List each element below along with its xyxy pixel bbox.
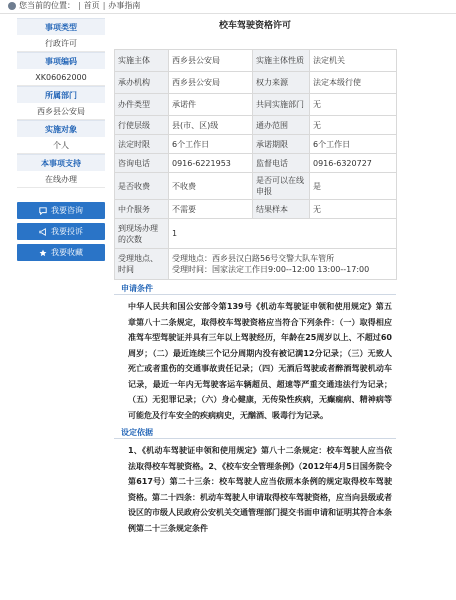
row-value: 无 [310, 94, 397, 116]
location-value: 受理地点：西乡县汉白路56号交警大队车管所 [172, 254, 335, 263]
sidebar-value-code: XK06062000 [17, 69, 105, 86]
sidebar-heading-type: 事项类型 [17, 18, 105, 35]
main-content [114, 18, 396, 536]
table-row [115, 200, 397, 219]
visits-label: 到现场办理的次数 [115, 219, 169, 249]
row-label: 是否收费 [115, 173, 169, 200]
row-value: 法定本级行使 [310, 72, 397, 94]
row-value: 0916-6320727 [310, 154, 397, 173]
row-value: 无 [310, 200, 397, 219]
row-label: 结果样本 [253, 200, 310, 219]
consult-button[interactable] [17, 202, 105, 219]
row-label: 中介服务 [115, 200, 169, 219]
conditions-heading: 申请条件 [114, 282, 396, 295]
row-label: 通办范围 [253, 116, 310, 135]
table-row [115, 173, 397, 200]
sidebar-value-department: 西乡县公安局 [17, 103, 105, 120]
row-value: 西乡县公安局 [169, 50, 253, 72]
row-value: 0916-6221953 [169, 154, 253, 173]
row-value: 西乡县公安局 [169, 72, 253, 94]
row-value: 6个工作日 [169, 135, 253, 154]
table-row [115, 72, 397, 94]
row-label: 承诺期限 [253, 135, 310, 154]
row-value: 法定机关 [310, 50, 397, 72]
row-label: 监督电话 [253, 154, 310, 173]
favorite-button-label: 我要收藏 [51, 248, 83, 257]
sidebar-heading-target: 实施对象 [17, 120, 105, 137]
complaint-button-label: 我要投诉 [51, 227, 83, 236]
top-divider [0, 13, 456, 14]
visits-value: 1 [169, 219, 397, 249]
page-title: 校车驾驶资格许可 [218, 21, 291, 31]
sidebar-heading-support: 本事项支持 [17, 154, 105, 171]
breadcrumb [8, 1, 140, 11]
basis-heading: 设定依据 [114, 426, 396, 439]
info-table [114, 49, 397, 280]
chat-icon [39, 207, 47, 215]
row-label: 共同实施部门 [253, 94, 310, 116]
basis-text: 1、《机动车驾驶证申领和使用规定》第八十二条规定：校车驾驶人应当依法取得校车驾驶资格。2、《校车安全管理条例》（2012年4月5日国务院令第617号）第二十三条：校车驾驶人应当依照本条例的规定取得校车驾驶资格。第二十四条：机动车驾驶人申请取得校车驾驶资格，应当向县级或者设区的市级人民政府公安机关交通管理部门提交书面申请和证明其符合本条例第二十三条规定条件 [128, 446, 392, 533]
breadcrumb-prefix: 您当前的位置： [19, 1, 75, 10]
consult-button-label: 我要咨询 [51, 206, 83, 215]
table-row [115, 219, 397, 249]
row-value: 6个工作日 [310, 135, 397, 154]
row-value: 不收费 [169, 173, 253, 200]
row-label: 承办机构 [115, 72, 169, 94]
sidebar-value-support: 在线办理 [17, 171, 105, 188]
row-label: 权力来源 [253, 72, 310, 94]
row-label: 办件类型 [115, 94, 169, 116]
sidebar [17, 18, 105, 261]
table-row [115, 94, 397, 116]
complaint-button[interactable] [17, 223, 105, 240]
location-label: 受理地点、时间 [115, 249, 169, 280]
breadcrumb-separator: | [102, 1, 106, 10]
star-icon [39, 249, 47, 257]
favorite-button[interactable] [17, 244, 105, 261]
sidebar-value-target: 个人 [17, 137, 105, 154]
table-row [115, 135, 397, 154]
conditions-text: 中华人民共和国公安部令第139号《机动车驾驶证申领和使用规定》第五章第八十二条规定，取得校车驾驶资格应当符合下列条件：（一）取得相应准驾车型驾驶证并具有三年以上驾驶经历，年龄在25周岁以上、不超过60周岁；（二）最近连续三个记分周期内没有被记满12分记录；（三）无致人死亡或者重伤的交通事故责任记录；（四）无酒后驾驶或者醉酒驾驶机动车记录，最近一年内无驾驶客运车辆超员、超速等严重交通违法行为记录；（五）无犯罪记录；（六）身心健康，无传染性疾病，无癫痫病、精神病等可能危及行车安全的疾病病史，无酗酒、吸毒行为记录。 [128, 302, 392, 420]
breadcrumb-current: 办事指南 [108, 1, 141, 10]
breadcrumb-separator: | [78, 1, 81, 10]
location-pin-icon [8, 2, 16, 10]
row-label: 咨询电话 [115, 154, 169, 173]
sidebar-value-type: 行政许可 [17, 35, 105, 52]
row-value: 不需要 [169, 200, 253, 219]
row-label: 实施主体性质 [253, 50, 310, 72]
megaphone-icon [39, 228, 47, 236]
breadcrumb-home-link[interactable]: 首页 [83, 1, 100, 10]
row-value: 县(市、区)级 [169, 116, 253, 135]
table-row [115, 116, 397, 135]
sidebar-heading-code: 事项编码 [17, 52, 105, 69]
row-value: 是 [310, 173, 397, 200]
row-label: 实施主体 [115, 50, 169, 72]
time-value: 受理时间：国家法定工作日9:00--12:00 13:00--17:00 [172, 265, 370, 274]
row-label: 是否可以在线申报 [253, 173, 310, 200]
row-label: 行使层级 [115, 116, 169, 135]
table-row [115, 249, 397, 280]
row-value: 承诺件 [169, 94, 253, 116]
row-value: 无 [310, 116, 397, 135]
table-row [115, 50, 397, 72]
sidebar-heading-department: 所属部门 [17, 86, 105, 103]
row-label: 法定时限 [115, 135, 169, 154]
location-cell [169, 249, 397, 280]
table-row [115, 154, 397, 173]
